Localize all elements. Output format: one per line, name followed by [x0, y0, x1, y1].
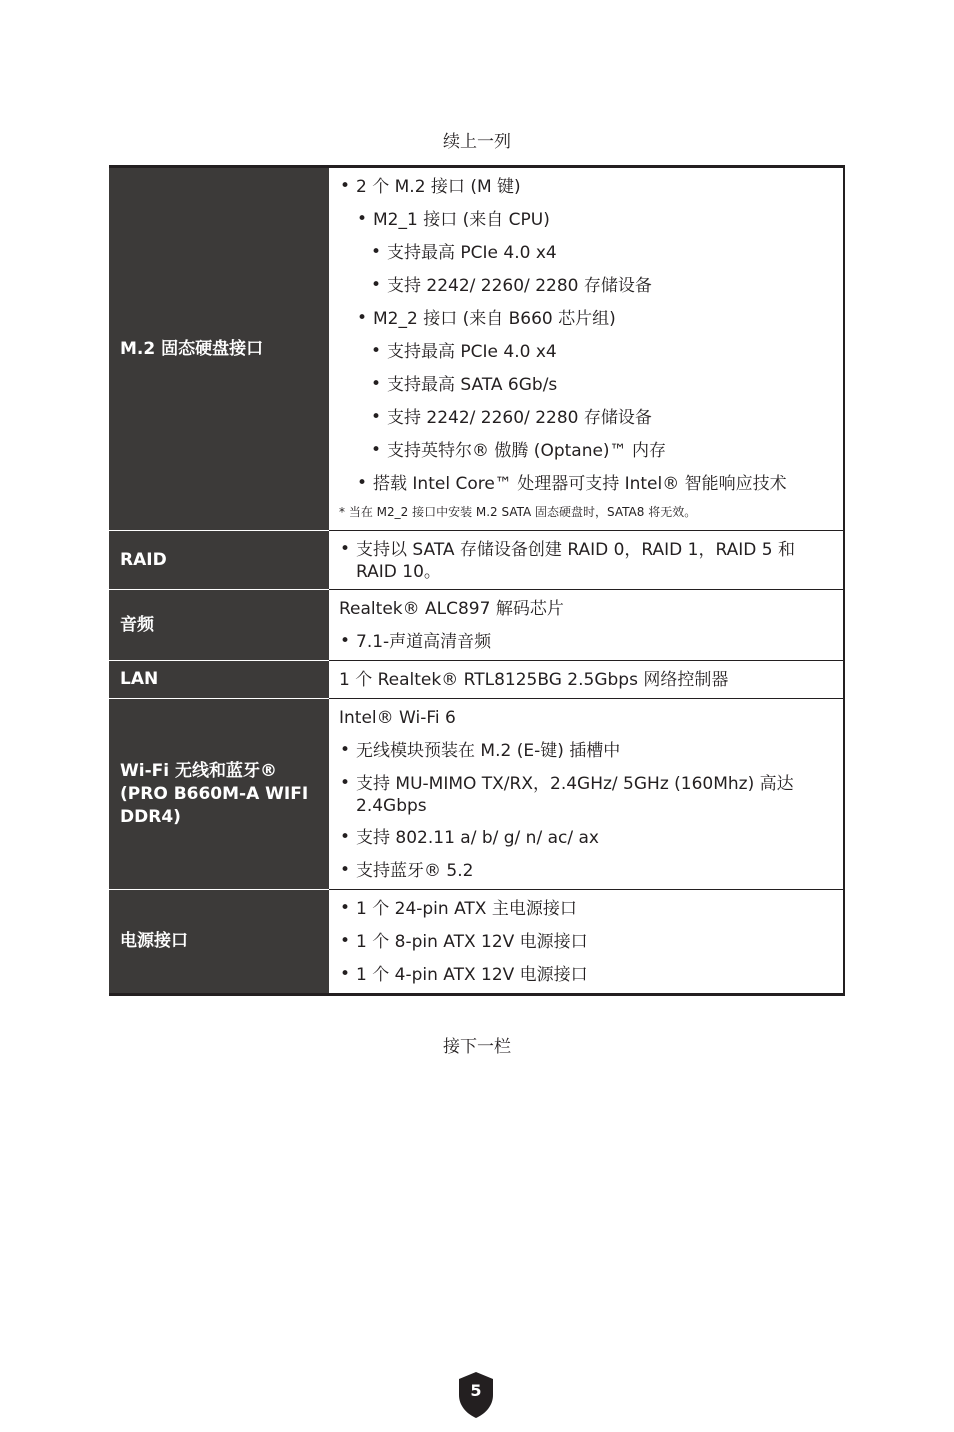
- continued-next-caption: 接下一栏: [443, 1037, 511, 1057]
- list-item: • 支持 MU-MIMO TX/RX，2.4GHz/ 5GHz (160Mhz) 高达 2.4Gbps: [339, 767, 833, 821]
- row-label-wifi: Wi-Fi 无线和蓝牙® (PRO B660M-A WIFI DDR4): [109, 699, 329, 890]
- row-label-raid: RAID: [109, 531, 329, 590]
- list-item: • 支持最高 PCIe 4.0 x4: [339, 236, 833, 269]
- table-row-audio: [109, 590, 844, 661]
- list-item: • 1 个 8-pin ATX 12V 电源接口: [339, 925, 833, 958]
- table-row-m2: [109, 167, 844, 531]
- list-item: • 支持以 SATA 存储设备创建 RAID 0，RAID 1，RAID 5 和 RAID 10。: [339, 533, 833, 587]
- page-number-badge: [456, 1371, 496, 1419]
- table-row-power: [109, 890, 844, 995]
- list-item: • 支持 2242/ 2260/ 2280 存储设备: [339, 269, 833, 302]
- list-item: Realtek® ALC897 解码芯片: [339, 598, 564, 619]
- table-row-lan: [109, 661, 844, 699]
- list-item: • 支持 802.11 a/ b/ g/ n/ ac/ ax: [339, 821, 833, 854]
- row-label-audio: 音频: [109, 590, 329, 661]
- row-label-power: 电源接口: [109, 890, 329, 995]
- list-item: 1 个 Realtek® RTL8125BG 2.5Gbps 网络控制器: [339, 669, 729, 690]
- spec-table: [109, 165, 845, 996]
- list-item: • 7.1-声道高清音频: [339, 625, 833, 658]
- list-item: • 支持 2242/ 2260/ 2280 存储设备: [339, 401, 833, 434]
- list-item: • 无线模块预装在 M.2 (E-键) 插槽中: [339, 734, 833, 767]
- row-value-audio: [329, 590, 844, 661]
- list-item: • M2_2 接口 (来自 B660 芯片组): [339, 302, 833, 335]
- continued-from-caption: 续上一列: [443, 132, 511, 152]
- list-item: • 支持最高 SATA 6Gb/s: [339, 368, 833, 401]
- row-label-lan: LAN: [109, 661, 329, 699]
- list-item: • 支持蓝牙® 5.2: [339, 854, 833, 887]
- footnote: * 当在 M2_2 接口中安装 M.2 SATA 固态硬盘时，SATA8 将无效。: [339, 505, 697, 519]
- table-row-wifi: [109, 699, 844, 890]
- list-item: • 2 个 M.2 接口 (M 键): [339, 170, 833, 203]
- page-number: 5: [470, 1381, 482, 1400]
- list-item: Intel® Wi-Fi 6: [339, 707, 456, 728]
- table-row-raid: [109, 531, 844, 590]
- row-value-wifi: [329, 699, 844, 890]
- list-item: • M2_1 接口 (来自 CPU): [339, 203, 833, 236]
- row-value-lan: [329, 661, 844, 699]
- row-value-m2: [329, 167, 844, 531]
- row-label-m2: M.2 固态硬盘接口: [109, 167, 329, 531]
- list-item: • 支持最高 PCIe 4.0 x4: [339, 335, 833, 368]
- list-item: • 支持英特尔® 傲腾 (Optane)™ 内存: [339, 434, 833, 467]
- list-item: • 搭载 Intel Core™ 处理器可支持 Intel® 智能响应技术: [339, 467, 833, 500]
- list-item: • 1 个 24-pin ATX 主电源接口: [339, 892, 833, 925]
- row-value-power: [329, 890, 844, 995]
- list-item: • 1 个 4-pin ATX 12V 电源接口: [339, 958, 833, 991]
- row-value-raid: [329, 531, 844, 590]
